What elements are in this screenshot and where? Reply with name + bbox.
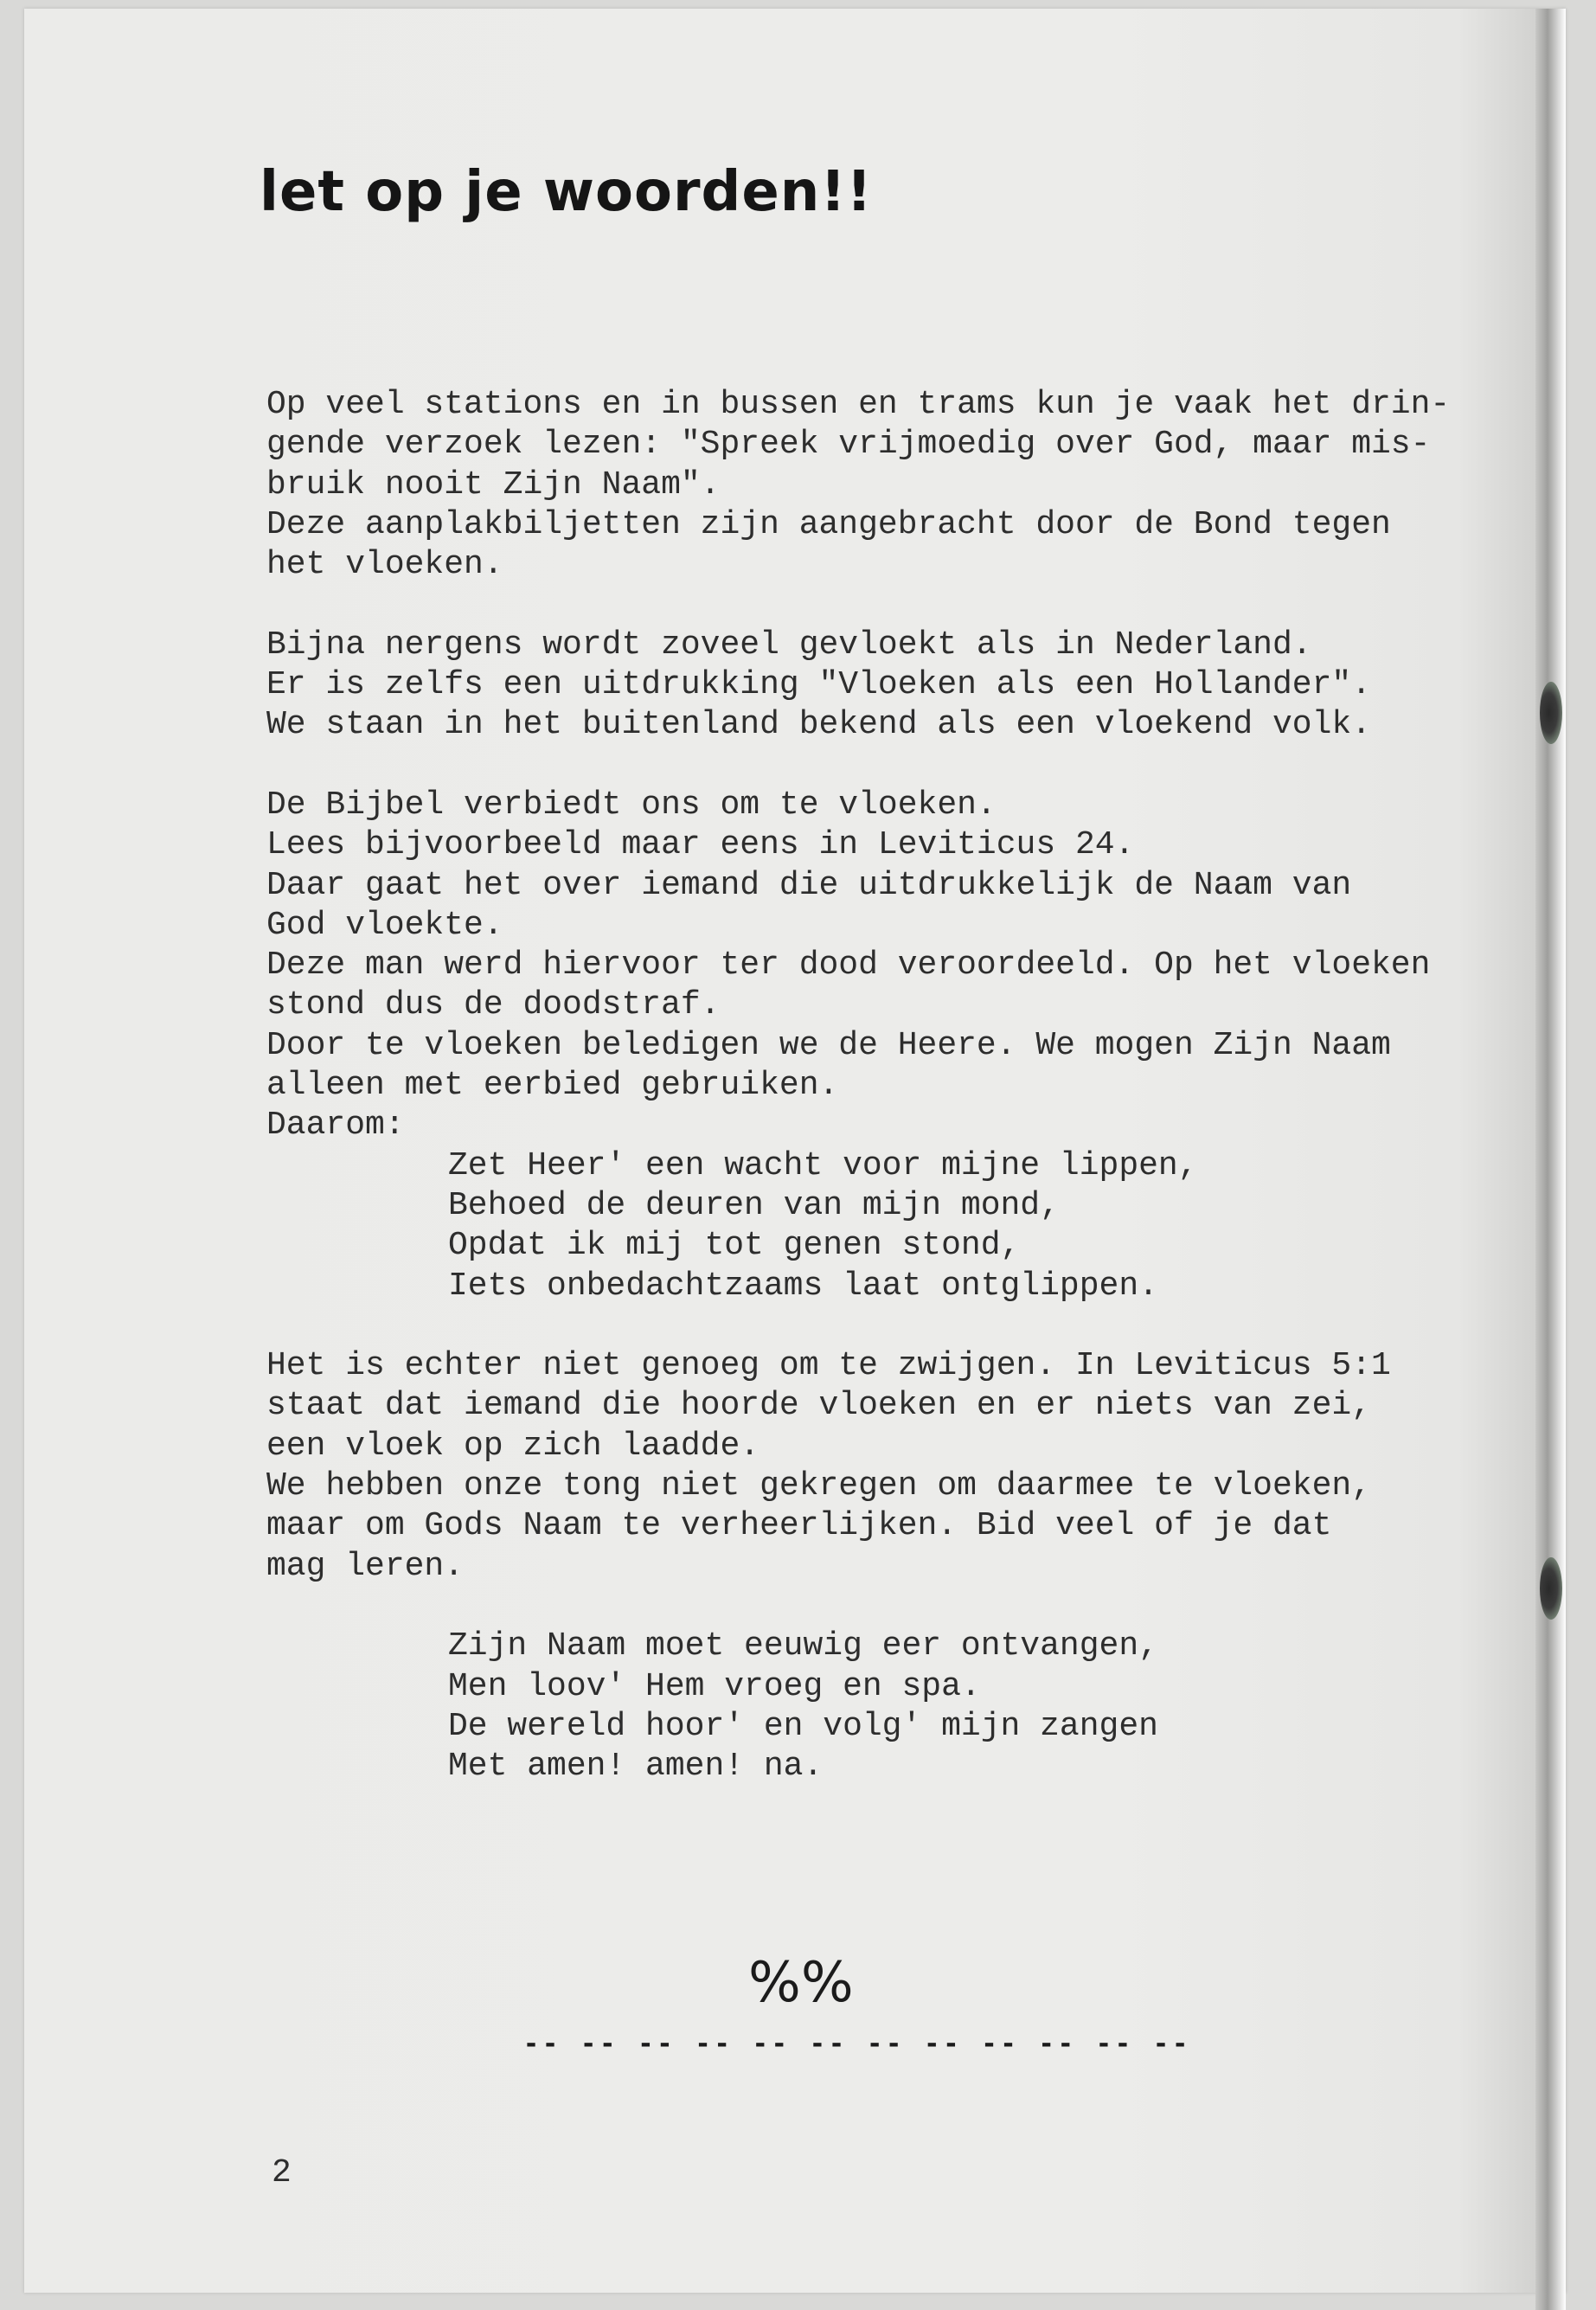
text-line: Op veel stations en in bussen en trams kun je vaak het drin- — [266, 386, 1451, 423]
text-line: Door te vloeken beledigen we de Heere. We mogen Zijn Naam — [266, 1026, 1391, 1064]
text-line: gende verzoek lezen: "Spreek vrijmoedig over God, maar mis- — [266, 426, 1431, 464]
verse-2 — [266, 1627, 1495, 1787]
verse-line: Zet Heer' een wacht voor mijne lippen, — [448, 1146, 1198, 1184]
text-line: bruik nooit Zijn Naam". — [266, 465, 721, 504]
page-number: 2 — [272, 2154, 292, 2191]
verse-line: Men loov' Hem vroeg en spa. — [448, 1667, 981, 1705]
verse-1 — [266, 1146, 1495, 1306]
punch-hole — [1540, 1557, 1562, 1620]
paragraph-1 — [266, 385, 1495, 585]
text-line: Er is zelfs een uitdrukking "Vloeken als een Hollander". — [266, 666, 1372, 704]
page-heading: let op je woorden!! — [260, 160, 873, 224]
paragraph-3 — [266, 786, 1495, 1146]
text-line: alleen met eerbied gebruiken. — [266, 1067, 839, 1105]
percent-symbols: %% — [748, 1951, 854, 2015]
text-line: De Bijbel verbiedt ons om te vloeken. — [266, 786, 997, 824]
verse-line: Behoed de deuren van mijn mond, — [448, 1186, 1060, 1224]
text-line: maar om Gods Naam te verheerlijken. Bid veel of je dat — [266, 1507, 1332, 1545]
text-line: stond dus de doodstraf. — [266, 986, 721, 1024]
text-line: Daar gaat het over iemand die uitdrukkelijk de Naam van — [266, 866, 1352, 904]
text-line: staat dat iemand die hoorde vloeken en er niets van zei, — [266, 1387, 1372, 1425]
page-edge-shadow — [1535, 9, 1566, 2310]
text-line: mag leren. — [266, 1547, 465, 1585]
body-text — [266, 385, 1495, 1787]
text-line: Bijna nergens wordt zoveel gevloekt als in Nederland. — [266, 626, 1312, 664]
verse-line: Met amen! amen! na. — [448, 1748, 824, 1786]
text-line: Daarom: — [266, 1107, 405, 1145]
text-line: Lees bijvoorbeeld maar eens in Leviticus 24. — [266, 826, 1135, 864]
verse-line: Zijn Naam moet eeuwig eer ontvangen, — [448, 1627, 1158, 1665]
verse-line: Iets onbedachtzaams laat ontglippen. — [448, 1267, 1158, 1305]
dashed-rule: -- -- -- -- -- -- -- -- -- -- -- -- — [523, 2029, 1192, 2059]
punch-hole — [1540, 682, 1562, 744]
verse-line: De wereld hoor' en volg' mijn zangen — [448, 1707, 1158, 1745]
text-line: Het is echter niet genoeg om te zwijgen. In Leviticus 5:1 — [266, 1347, 1391, 1385]
paragraph-2 — [266, 626, 1495, 746]
text-line: We staan in het buitenland bekend als een vloekend volk. — [266, 706, 1372, 744]
verse-line: Opdat ik mij tot genen stond, — [448, 1227, 1021, 1265]
text-line: God vloekte. — [266, 906, 503, 944]
text-line: We hebben onze tong niet gekregen om daarmee te vloeken, — [266, 1467, 1372, 1505]
text-line: het vloeken. — [266, 546, 503, 584]
text-line: Deze man werd hiervoor ter dood veroordeeld. Op het vloeken — [266, 946, 1431, 985]
text-line: Deze aanplakbiljetten zijn aangebracht door de Bond tegen — [266, 505, 1391, 543]
text-line: een vloek op zich laadde. — [266, 1427, 760, 1465]
paragraph-4 — [266, 1346, 1495, 1587]
